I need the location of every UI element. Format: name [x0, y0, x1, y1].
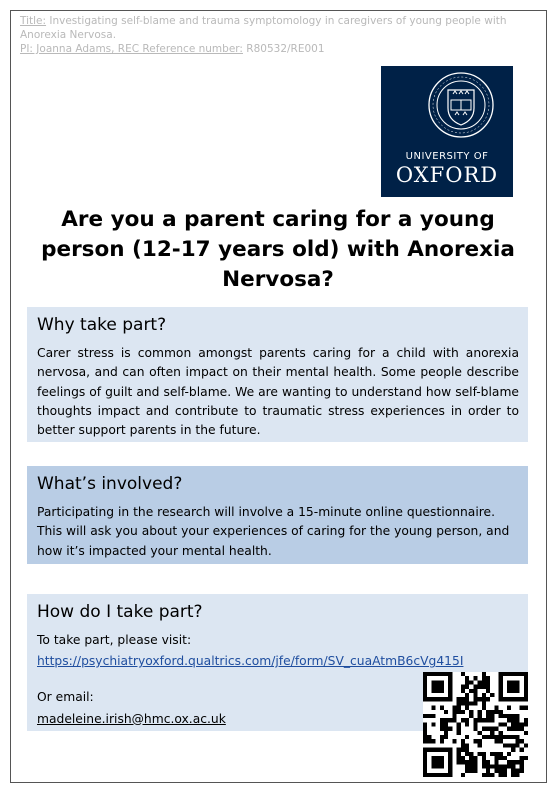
involved-body: Participating in the research will involve a 15-minute online questionnaire. This will ask you about your experiences of caring for the young person, and how it’s impacted your mental health. [37, 505, 510, 558]
qr-code-icon[interactable] [423, 672, 528, 777]
whats-involved-box [27, 466, 528, 564]
title-value: Investigating self-blame and trauma symptomology in caregivers of young people with Anorexia Nervosa. [20, 15, 507, 41]
title-key: Title: [20, 15, 47, 27]
main-title: Are you a parent caring for a young person (12-17 years old) with Anorexia Nervosa? [41, 207, 515, 292]
pi-value: R80532/RE001 [242, 43, 325, 55]
oxford-crest-icon [381, 66, 513, 146]
why-body: Carer stress is common amongst parents caring for a child with anorexia nervosa, and can often impact on their mental health. Some people describe feelings of guilt and self-blame. We are wanting to understand how self-blame thoughts impact and contribute to traumatic stress experiences in order to better support parents in the future. [37, 346, 519, 438]
oxford-logo [381, 66, 513, 197]
how-heading: How do I take part? [37, 602, 203, 622]
study-header [20, 14, 530, 56]
involved-heading: What’s involved? [37, 474, 183, 494]
logo-university-of: UNIVERSITY OF [405, 151, 489, 162]
visit-label: To take part, please visit: [37, 633, 192, 647]
logo-oxford: OXFORD [395, 163, 499, 187]
why-take-part-box [27, 307, 528, 442]
email-link[interactable]: madeleine.irish@hmc.ox.ac.uk [37, 711, 226, 726]
why-heading: Why take part? [37, 315, 167, 335]
email-label: Or email: [37, 690, 94, 705]
survey-link[interactable]: https://psychiatryoxford.qualtrics.com/jfe/form/SV_cuaAtmB6cVg415I [37, 654, 464, 669]
pi-key: PI: Joanna Adams, REC Reference number: [20, 43, 243, 55]
